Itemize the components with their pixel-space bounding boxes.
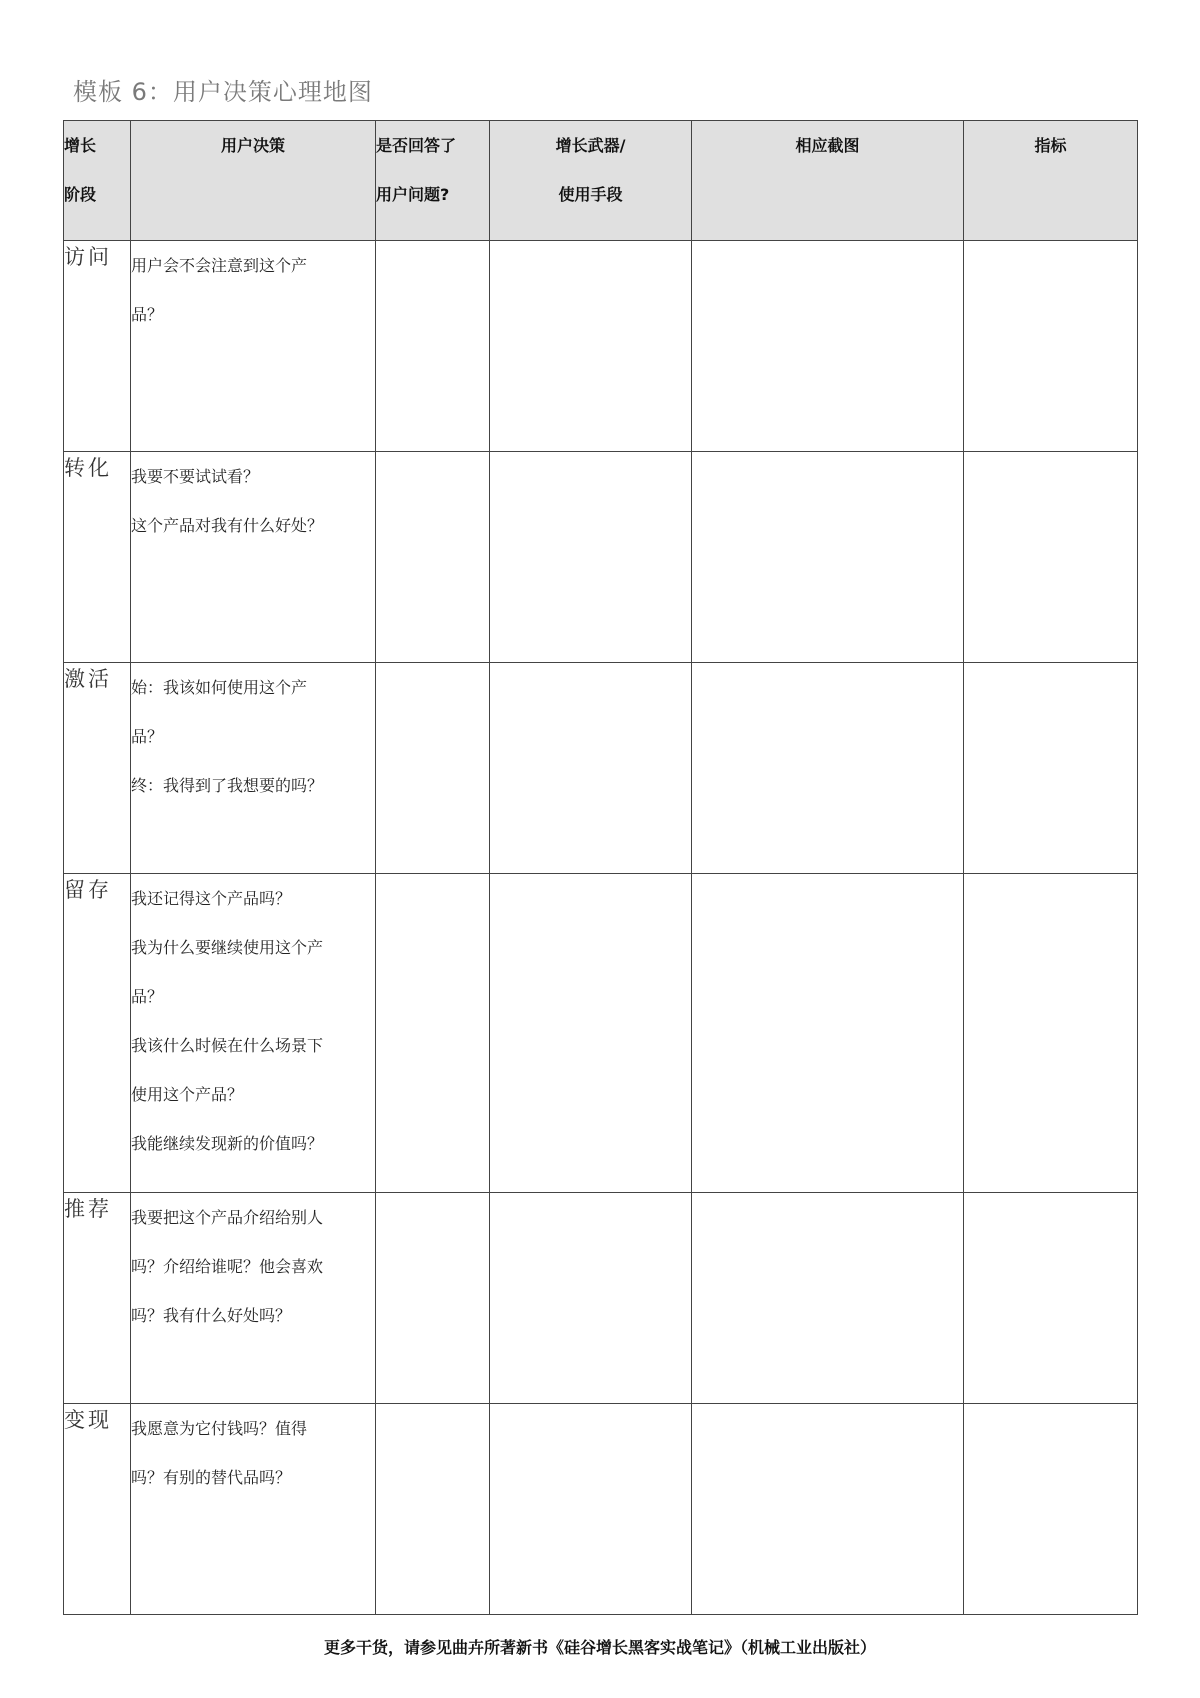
table-row [64,874,1138,1193]
answered-cell[interactable] [376,1404,490,1615]
decision-line: 我该什么时候在什么场景下 [131,1036,324,1055]
decision-line: 使用这个产品？ [131,1085,244,1104]
decision-map-table [63,120,1138,1615]
footer-note: 更多干货，请参见曲卉所著新书《硅谷增长黑客实战笔记》（机械工业出版社） [323,1638,876,1657]
answered-cell[interactable] [376,1193,490,1404]
decision-line: 我能继续发现新的价值吗？ [131,1134,324,1153]
header-stage: 增长 阶段 [64,121,131,241]
decision-line: 吗？有别的替代品吗？ [131,1468,292,1487]
table-row [64,1193,1138,1404]
header-decision: 用户决策 [131,121,376,241]
header-answered: 是否回答了 用户问题? [376,121,490,241]
decision-line: 我愿意为它付钱吗？值得 [131,1419,308,1438]
decision-line: 我为什么要继续使用这个产 [131,938,324,957]
decision-line: 品？ [131,727,164,746]
decision-cell [131,452,376,663]
answered-cell[interactable] [376,241,490,452]
stage-cell: 访问 [64,241,131,452]
table-row [64,241,1138,452]
decision-line: 我要把这个产品介绍给别人 [131,1208,324,1227]
screenshot-cell[interactable] [692,241,964,452]
weapon-cell[interactable] [490,663,692,874]
decision-line: 吗？我有什么好处吗？ [131,1306,292,1325]
decision-line: 用户会不会注意到这个产 [131,256,308,275]
decision-line: 这个产品对我有什么好处？ [131,516,324,535]
table-row [64,452,1138,663]
screenshot-cell[interactable] [692,663,964,874]
stage-cell: 转化 [64,452,131,663]
decision-line: 终：我得到了我想要的吗？ [131,776,324,795]
stage-cell: 留存 [64,874,131,1193]
screenshot-cell[interactable] [692,1193,964,1404]
metric-cell[interactable] [964,241,1138,452]
screenshot-cell[interactable] [692,874,964,1193]
answered-cell[interactable] [376,663,490,874]
metric-cell[interactable] [964,663,1138,874]
decision-line: 品？ [131,305,164,324]
decision-cell [131,1404,376,1615]
decision-line: 始：我该如何使用这个产 [131,678,308,697]
weapon-cell[interactable] [490,241,692,452]
decision-cell [131,1193,376,1404]
header-screenshot: 相应截图 [692,121,964,241]
decision-line: 我还记得这个产品吗？ [131,889,292,908]
weapon-cell[interactable] [490,452,692,663]
answered-cell[interactable] [376,874,490,1193]
metric-cell[interactable] [964,452,1138,663]
screenshot-cell[interactable] [692,452,964,663]
metric-cell[interactable] [964,874,1138,1193]
decision-cell [131,241,376,452]
weapon-cell[interactable] [490,1404,692,1615]
header-weapon: 增长武器/ 使用手段 [490,121,692,241]
metric-cell[interactable] [964,1404,1138,1615]
header-row [64,121,1138,241]
answered-cell[interactable] [376,452,490,663]
page-title: 模板 6：用户决策心理地图 [73,78,373,106]
weapon-cell[interactable] [490,1193,692,1404]
decision-line: 品？ [131,987,164,1006]
stage-cell: 推荐 [64,1193,131,1404]
decision-line: 我要不要试试看？ [131,467,260,486]
metric-cell[interactable] [964,1193,1138,1404]
decision-line: 吗？介绍给谁呢？他会喜欢 [131,1257,324,1276]
header-metric: 指标 [964,121,1138,241]
decision-cell [131,663,376,874]
decision-cell [131,874,376,1193]
stage-cell: 变现 [64,1404,131,1615]
table-row [64,1404,1138,1615]
screenshot-cell[interactable] [692,1404,964,1615]
stage-cell: 激活 [64,663,131,874]
table-row [64,663,1138,874]
weapon-cell[interactable] [490,874,692,1193]
